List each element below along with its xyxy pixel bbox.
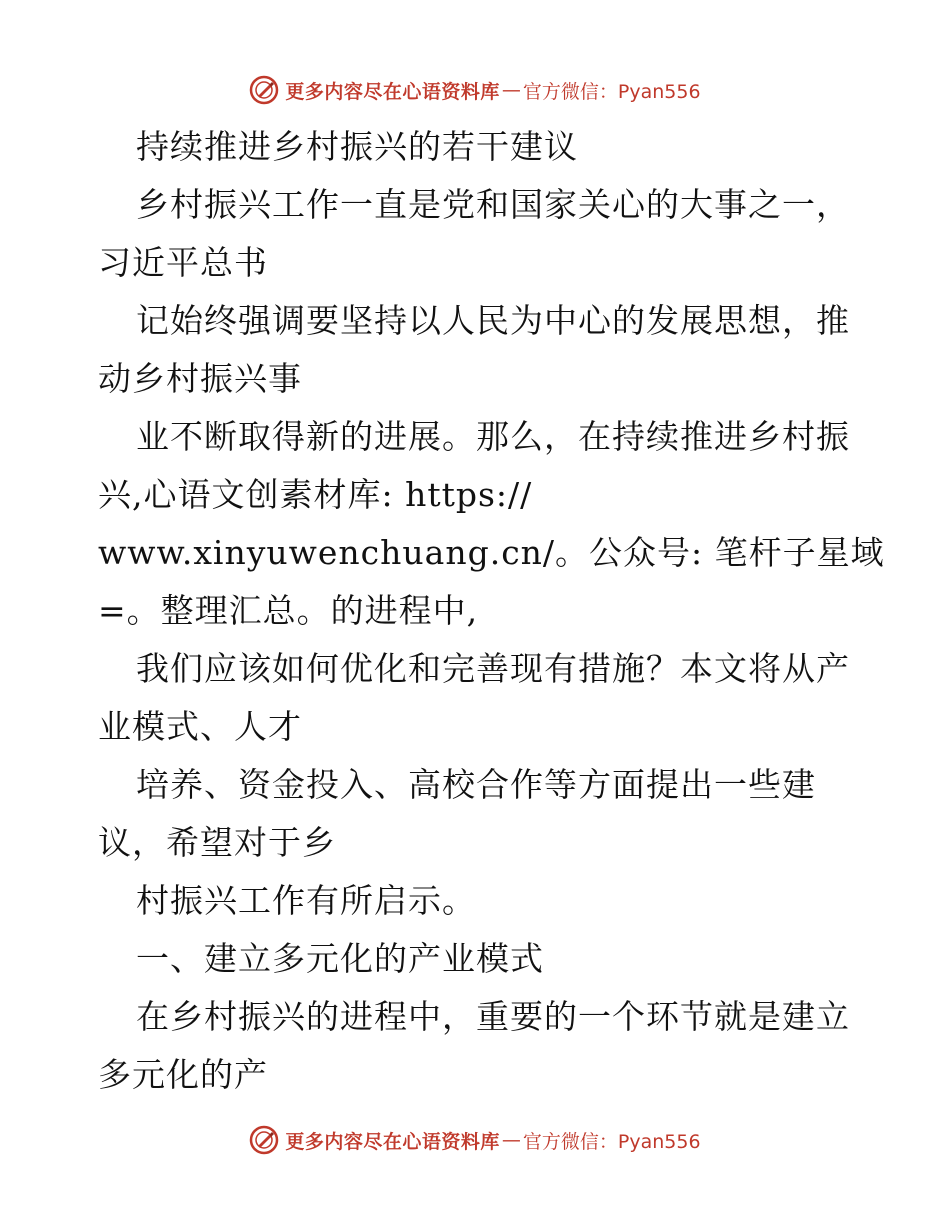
header-banner [0,70,950,110]
paragraph-line: 我们应该如何优化和完善现有措施？本文将从产 [136,649,850,688]
paragraph-line: 多元化的产 [98,1055,268,1094]
footer-banner [0,1120,950,1160]
paragraph-line: 业不断取得新的进展。那么，在持续推进乡村振 [136,417,850,456]
footer-banner-text: 更多内容尽在心语资料库 [285,1130,500,1153]
paragraph-line: 业模式、人才 [98,707,302,746]
paragraph-line: www.xinyuwenchuang.cn/。公众号: 笔杆子星域 [98,533,885,572]
pen-logo-icon [249,1125,279,1155]
paragraph-line: 记始终强调要坚持以人民为中心的发展思想，推 [136,301,850,340]
header-banner-separator: — [501,79,521,101]
footer-banner-separator: — [501,1129,521,1151]
section-heading: 一、建立多元化的产业模式 [136,939,544,978]
paragraph-line: 议，希望对于乡 [98,823,336,862]
document-body [98,118,885,1104]
paragraph-line: 在乡村振兴的进程中，重要的一个环节就是建立 [136,997,850,1036]
pen-logo-icon [249,75,279,105]
paragraph-line: 培养、资金投入、高校合作等方面提出一些建 [136,765,816,804]
header-banner-text: 更多内容尽在心语资料库 [285,80,500,103]
paragraph-line: 乡村振兴工作一直是党和国家关心的大事之一， [136,185,850,224]
paragraph-line: =。整理汇总。的进程中, [98,591,479,630]
document-title: 持续推进乡村振兴的若干建议 [136,127,578,166]
paragraph-line: 村振兴工作有所启示。 [136,881,476,920]
paragraph-line: 兴,心语文创素材库: https:// [98,475,533,514]
header-banner-wechat: 官方微信：Pyan556 [522,80,701,103]
paragraph-line: 习近平总书 [98,243,268,282]
footer-banner-wechat: 官方微信：Pyan556 [522,1130,701,1153]
paragraph-line: 动乡村振兴事 [98,359,302,398]
